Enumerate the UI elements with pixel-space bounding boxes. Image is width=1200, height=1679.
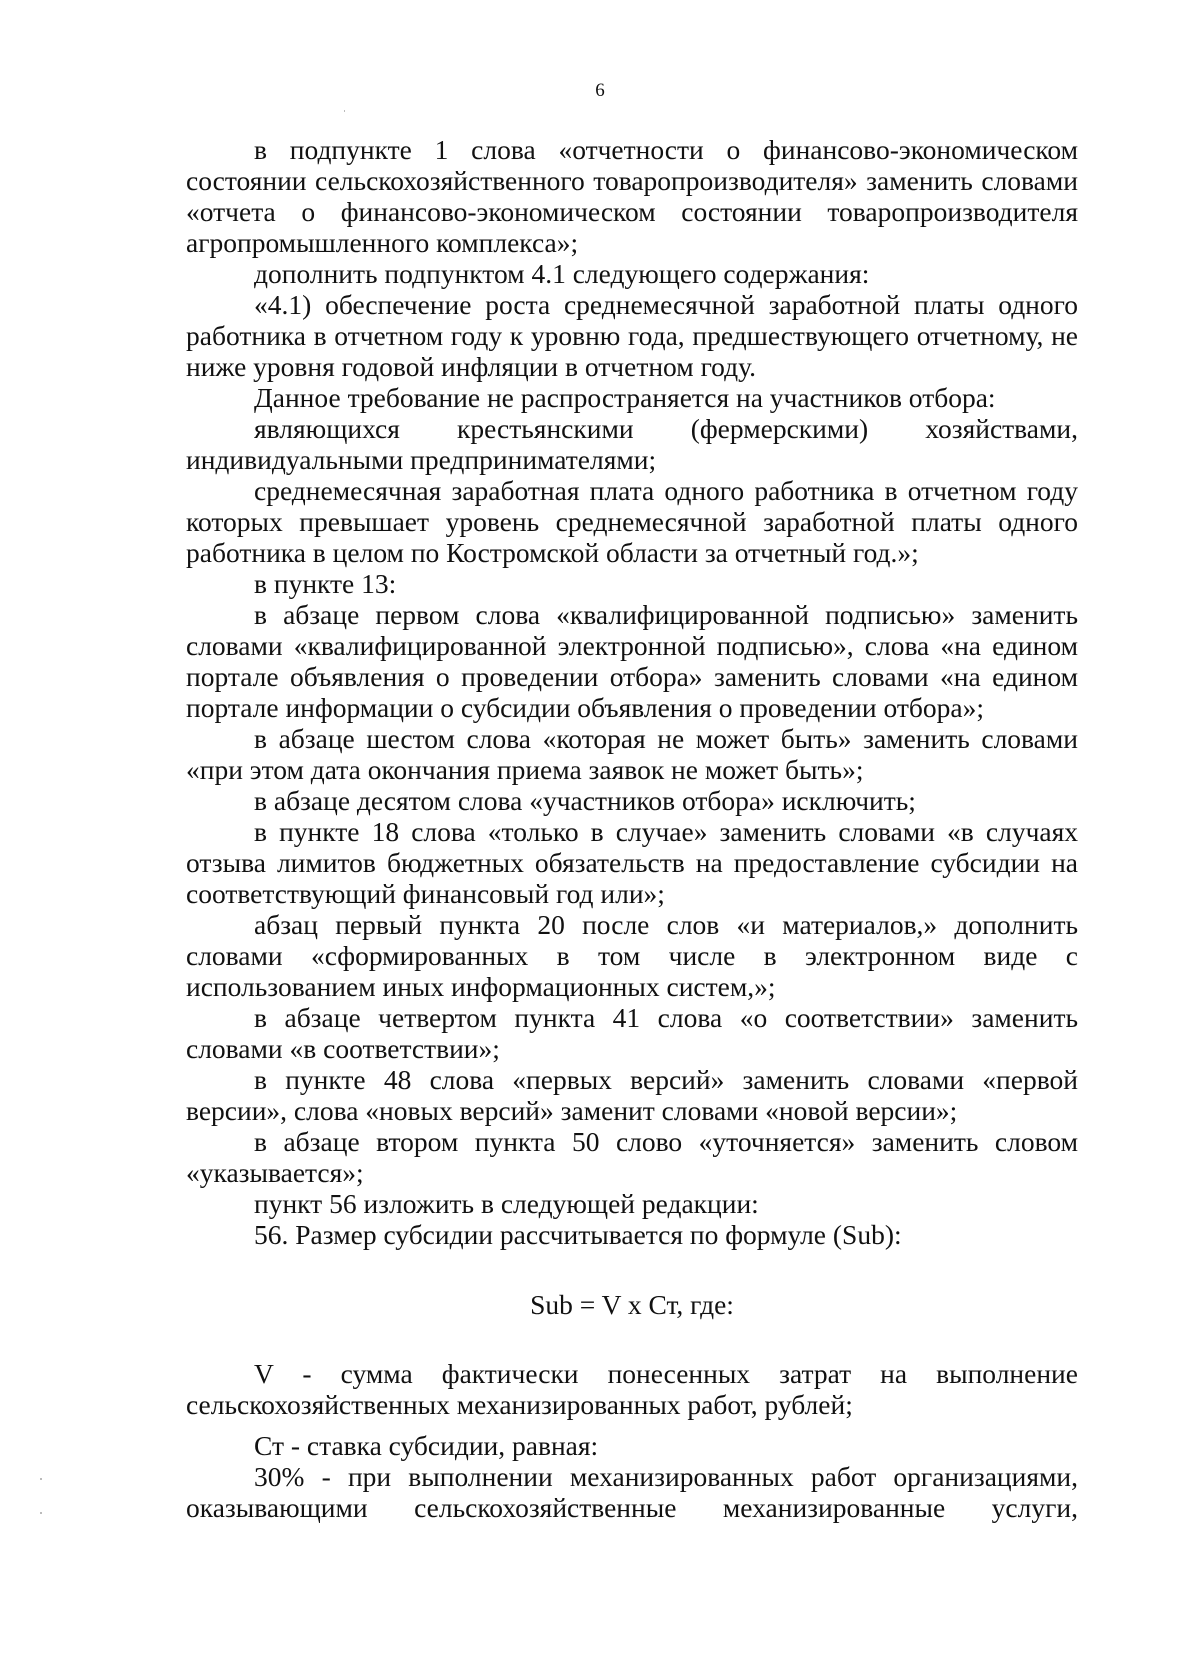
paragraph-average-salary: среднемесячная заработная плата одного работника в отчетном году которых превышает уровень среднемесячной заработной платы одного работника в целом по Костромской области за отчетный год.»; (186, 475, 1078, 568)
paragraph-point-41: в абзаце четвертом пункта 41 слова «о соответствии» заменить словами «в соответствии»; (186, 1002, 1078, 1064)
scan-speck (40, 1478, 42, 1480)
paragraph-farmers: являющихся крестьянскими (фермерскими) хозяйствами, индивидуальными предпринимателями; (186, 413, 1078, 475)
paragraph-point-48: в пункте 48 слова «первых версий» заменить словами «первой версии», слова «новых версий» заменит словами «новой версии»; (186, 1064, 1078, 1126)
paragraph-subsidy-formula-intro: 56. Размер субсидии рассчитывается по формуле (Sub): (254, 1219, 902, 1250)
paragraph-point-50: в абзаце втором пункта 50 слово «уточняется» заменить словом «указывается»; (186, 1126, 1078, 1188)
page-number: 6 (595, 80, 605, 101)
paragraph-first-abzac: в абзаце первом слова «квалифицированной подписью» заменить словами «квалифицированной электронной подписью», слова «на едином портале объявления о проведении отбора» заменить словами «на едином портале информации о субсидии объявления о проведении отбора»; (186, 599, 1078, 723)
paragraph-point-20: абзац первый пункта 20 после слов «и материалов,» дополнить словами «сформированных в том числе в электронном виде с использованием иных информационных систем,»; (186, 909, 1078, 1002)
paragraph-subpoint-4-1: «4.1) обеспечение роста среднемесячной заработной платы одного работника в отчетном году к уровню года, предшествующего отчетному, не ниже уровня годовой инфляции в отчетном году. (186, 289, 1078, 382)
paragraph-point-18: в пункте 18 слова «только в случае» заменить словами «в случаях отзыва лимитов бюджетных обязательств на предоставление субсидии на соответствующий финансовый год или»; (186, 816, 1078, 909)
paragraph-point-13: в пункте 13: (254, 568, 397, 599)
paragraph-subpoint-1: в подпункте 1 слова «отчетности о финансово-экономическом состоянии сельскохозяйственного товаропроизводителя» заменить словами «отчета о финансово-экономическом состоянии товаропроизводителя агропромышленного комплекса»; (186, 134, 1078, 258)
paragraph-add-subpoint: дополнить подпунктом 4.1 следующего содержания: (254, 258, 870, 289)
document-body (186, 134, 1078, 1523)
paragraph-sixth-abzac: в абзаце шестом слова «которая не может быть» заменить словами «при этом дата окончания приема заявок не может быть»; (186, 723, 1078, 785)
subsidy-formula: Sub = V x Ст, где: (530, 1289, 734, 1320)
paragraph-rate-30: 30% - при выполнении механизированных работ организациями, оказывающими сельскохозяйственные механизированные услуги, (186, 1461, 1078, 1523)
paragraph-v-definition: V - сумма фактически понесенных затрат на выполнение сельскохозяйственных механизированных работ, рублей; (186, 1358, 1078, 1420)
paragraph-rate-definition: Ст - ставка субсидии, равная: (254, 1430, 599, 1461)
paragraph-point-56: пункт 56 изложить в следующей редакции: (254, 1188, 759, 1219)
paragraph-tenth-abzac: в абзаце десятом слова «участников отбора» исключить; (254, 785, 916, 816)
scan-speck (40, 1512, 42, 1514)
scan-speck (344, 110, 345, 112)
paragraph-requirement-exception: Данное требование не распространяется на участников отбора: (254, 382, 996, 413)
